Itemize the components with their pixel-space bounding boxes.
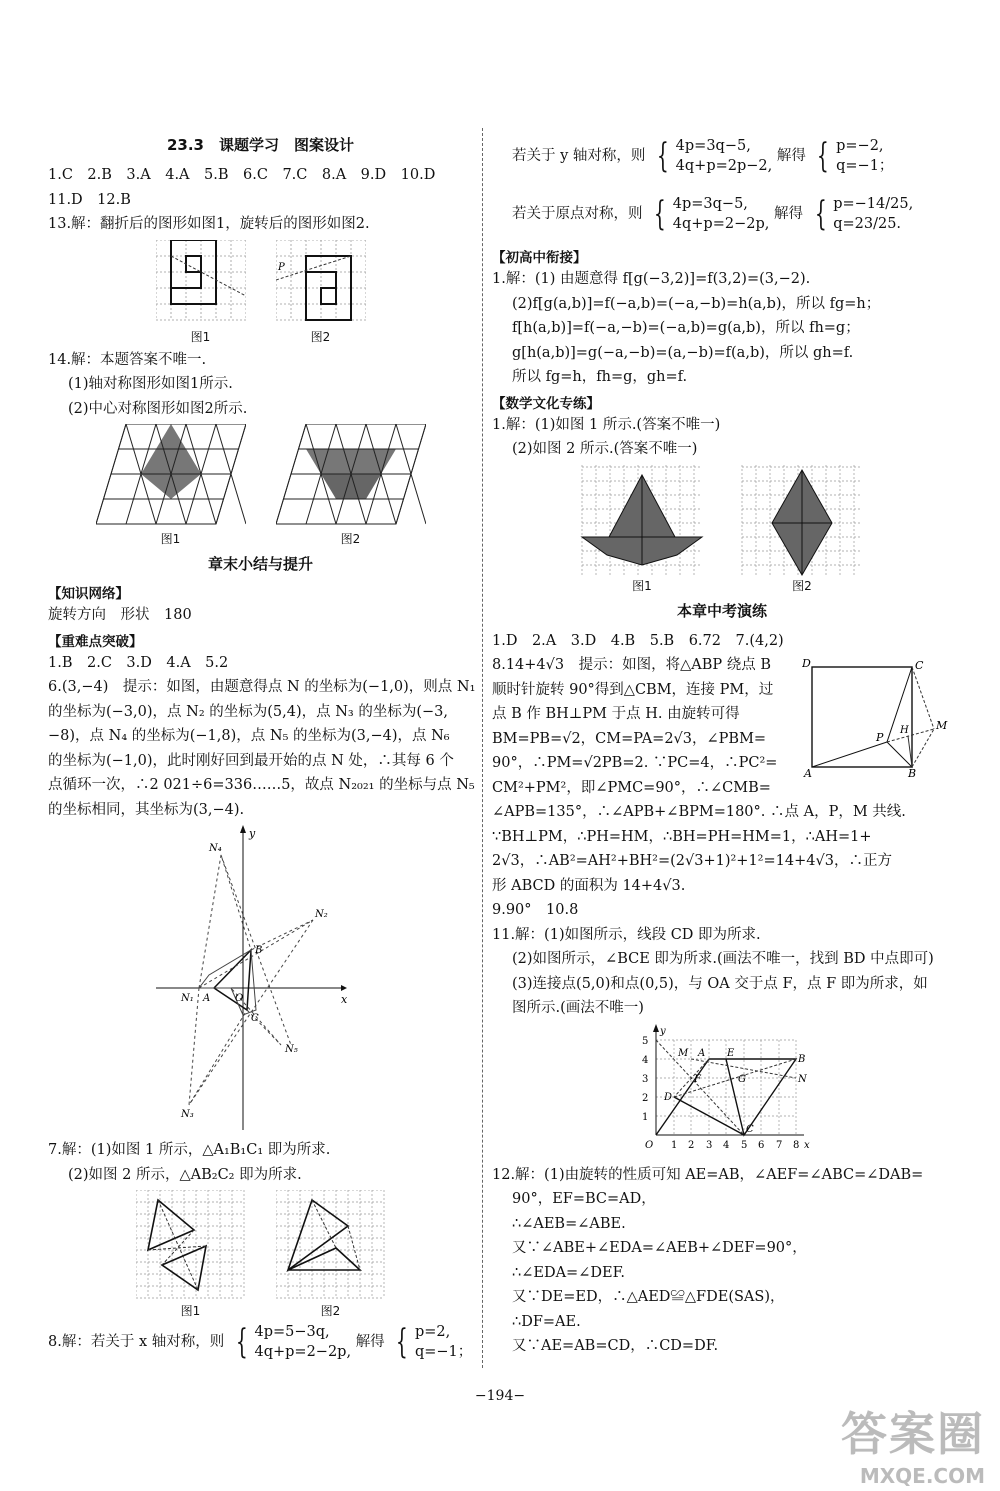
equation: 4q+p=2−2p,	[672, 216, 770, 232]
watermark-url: MXQE.COM	[859, 1464, 985, 1488]
figure-caption: 图2	[340, 532, 361, 546]
q8-line: ∵BH⊥PM，∴PH=HM，∴BH=PH=HM=1，∴AH=1+	[492, 828, 872, 845]
section-title: 23.3 课题学习 图案设计	[166, 136, 354, 154]
tag-knowledge: 【知识网络】	[48, 586, 129, 602]
x-tick: 6	[758, 1139, 765, 1151]
q8-line: 顺时针旋转 90°得到△CBM，连接 PM，过	[492, 681, 774, 698]
label-p: P	[277, 261, 285, 273]
label-c: C	[746, 1123, 754, 1135]
q11-line: (2)如图所示，∠BCE 即为所求.(画法不唯一，找到 BD 中点即可)	[512, 951, 934, 967]
q6-line: 的坐标相同，其坐标为(3,−4).	[48, 801, 245, 818]
tag-link: 【初高中衔接】	[492, 250, 587, 266]
label-d: D	[664, 1091, 673, 1103]
q12-line: ∴DF=AE.	[512, 1313, 581, 1330]
q6-line: 6.(3,−4) 提示：如图，由题意得点 N 的坐标为(−1,0)，则点 N₁	[48, 679, 476, 695]
label-m: M	[678, 1047, 689, 1059]
text: 若关于原点对称，则	[512, 206, 643, 222]
q12-line: ∴∠AEB=∠ABE.	[512, 1215, 626, 1232]
q12-line: 又∵∠ABE+∠EDA=∠AEB+∠DEF=90°，	[512, 1240, 807, 1256]
q14-figure-1	[96, 424, 246, 547]
y-axis-system	[492, 128, 952, 184]
y-tick: 3	[642, 1073, 649, 1085]
tag-key: 【重难点突破】	[48, 633, 143, 650]
figure-caption: 图2	[792, 578, 812, 593]
q9-text: 9.90° 10.8	[492, 902, 579, 918]
label-e: E	[727, 1047, 735, 1059]
q13-figure-2	[276, 240, 366, 345]
label-n2: N₂	[314, 909, 328, 920]
solution: q=−1；	[414, 1344, 473, 1360]
q8-line: 形 ABCD 的面积为 14+4√3.	[492, 877, 686, 894]
q6-line: 的坐标为(−3,0)，点 N₂ 的坐标为(5,4)，点 N₃ 的坐标为(−3,	[48, 703, 448, 720]
q14-part: (1)轴对称图形如图1所示.	[68, 376, 233, 392]
label-c: C	[915, 659, 924, 672]
watermark-logo: 答案圈	[841, 1407, 985, 1461]
knowledge-text: 旋转方向 形状 180	[48, 607, 192, 623]
q6-line: −8)，点 N₄ 的坐标为(−1,8)，点 N₅ 的坐标为(3,−4)，点 N₆	[48, 728, 450, 744]
q11-line: 11.解：(1)如图所示，线段 CD 即为所求.	[492, 926, 761, 943]
label-c: C	[250, 1013, 259, 1024]
left-column	[48, 128, 476, 1362]
q14-part: (2)中心对称图形如图2所示.	[68, 400, 248, 417]
culture-line: (2)如图 2 所示.(答案不唯一)	[512, 441, 698, 457]
label-b: B	[798, 1053, 806, 1065]
solution-system: { p=−14/25, q=23/25.	[814, 194, 914, 234]
q8-line: BM=PB=√2，CM=PA=2√3，∠PBM=	[492, 730, 767, 747]
figure-caption: 图2	[310, 329, 331, 344]
label-b: B	[908, 767, 917, 777]
solve-word: 解得	[776, 148, 806, 164]
equation-system: { 4p=3q−5, 4q+p=2p−2,	[656, 136, 773, 176]
label-m: M	[936, 719, 948, 732]
text: 若关于 y 轴对称，则	[512, 148, 646, 164]
label-a: A	[698, 1047, 706, 1059]
solution: q=23/25.	[833, 216, 902, 232]
equation: 4p=3q−5,	[675, 138, 751, 154]
q8-figure	[802, 657, 952, 777]
origin-system	[492, 184, 952, 244]
x-tick: 8	[793, 1139, 800, 1151]
culture-line: 1.解：(1)如图 1 所示.(答案不唯一)	[492, 416, 721, 433]
watermark	[785, 1398, 985, 1488]
page-number: −194−	[474, 1388, 526, 1404]
equation: 4q+p=2−2p,	[254, 1344, 352, 1360]
q13-text: 13.解：翻折后的图形如图1，旋转后的图形如图2.	[48, 216, 370, 232]
y-tick: 2	[642, 1092, 649, 1104]
q12-line: ∴∠EDA=∠DEF.	[512, 1264, 625, 1281]
q7-figure-1	[136, 1190, 246, 1319]
q12-line: 12.解：(1)由旋转的性质可知 AE=AB，∠AEF=∠ABC=∠DAB=	[492, 1166, 924, 1183]
q8-line: 点 B 作 BH⊥PM 于点 H. 由旋转可得	[492, 706, 740, 722]
y-tick: 4	[642, 1054, 649, 1066]
figure-caption: 图2	[320, 1304, 341, 1318]
q11-line: 图所示.(画法不唯一)	[512, 1000, 644, 1016]
label-o: O	[234, 993, 243, 1004]
right-column	[492, 128, 952, 1359]
label-p: P	[876, 731, 884, 744]
x-tick: 2	[688, 1139, 695, 1151]
label-n1: N₁	[180, 993, 194, 1004]
link-line: 1.解：(1) 由题意得 f[g(−3,2)]=f(3,2)=(3,−2).	[492, 271, 811, 287]
equation: 4p=5−3q,	[254, 1324, 330, 1340]
q7-text: 7.解：(1)如图 1 所示，△A₁B₁C₁ 即为所求.	[48, 1142, 331, 1158]
exam-answers: 1.D 2.A 3.D 4.B 5.B 6.72 7.(4,2)	[492, 632, 784, 649]
q13-figures	[48, 240, 473, 345]
q7-part: (2)如图 2 所示，△AB₂C₂ 即为所求.	[68, 1166, 302, 1183]
link-line: g[h(a,b)]=g(−a,−b)=(a,−b)=f(a,b)，所以 gh=f.	[512, 344, 854, 361]
q8-line: 90°，∴PM=√2PB=2. ∵PC=4，∴PC²=	[492, 755, 778, 771]
axis-y-label: y	[660, 1025, 666, 1037]
chapter-title: 章末小结与提升	[207, 555, 313, 573]
solution-system: { p=−2, q=−1；	[817, 136, 894, 176]
q8-block	[492, 653, 952, 898]
tag-culture: 【数学文化专练】	[492, 395, 600, 412]
figure-caption: 图1	[160, 532, 181, 546]
link-line: 所以 fg=h，fh=g，gh=f.	[512, 369, 688, 385]
q6-line: 的坐标为(−1,0)，此时刚好回到最开始的点 N 处，∴其每 6 个	[48, 752, 454, 769]
q7-figure-2	[276, 1190, 386, 1319]
q6-line: 点循环一次，∴2 021÷6=336……5，故点 N₂₀₂₁ 的坐标与点 N₅	[48, 777, 475, 793]
axis-y-label: y	[248, 827, 255, 840]
q8-line: 8.14+4√3 提示：如图，将△ABP 绕点 B	[492, 657, 772, 673]
exam-title: 本章中考演练	[676, 601, 767, 620]
x-tick: 7	[776, 1139, 783, 1151]
x-tick: 3	[706, 1139, 713, 1151]
q14-text: 14.解：本题答案不唯一.	[48, 351, 207, 368]
q12-line: 又∵AE=AB=CD，∴CD=DF.	[512, 1338, 719, 1354]
axis-x-label: x	[340, 993, 347, 1006]
equation: 4q+p=2p−2,	[675, 158, 773, 174]
link-line: (2)f[g(a,b)]=f(−a,b)=(−a,−b)=h(a,b)，所以 fg=h；	[512, 295, 881, 312]
x-tick: 4	[723, 1139, 730, 1151]
q12-line: 90°，EF=BC=AD，	[512, 1191, 656, 1207]
q6-graph	[48, 825, 473, 1135]
q7-figures	[48, 1190, 473, 1319]
culture-figure-1	[577, 465, 707, 594]
equation-system: { 4p=5−3q, 4q+p=2−2p,	[235, 1322, 352, 1362]
label-d: D	[802, 657, 811, 670]
link-line: f[h(a,b)]=f(−a,−b)=(−a,b)=g(a,b)，所以 fh=g；	[512, 320, 860, 336]
x-tick: O	[645, 1139, 654, 1151]
q13-figure-1	[156, 240, 246, 345]
solution: q=−1；	[836, 158, 894, 174]
culture-figures	[492, 465, 952, 594]
x-tick: 5	[741, 1139, 748, 1151]
culture-figure-2	[737, 465, 867, 594]
label-f: F	[694, 1073, 701, 1085]
figure-caption: 图1	[180, 1304, 201, 1318]
solve-word: 解得	[773, 206, 803, 222]
solution-system: { p=2, q=−1；	[396, 1322, 473, 1362]
solution: p=−14/25,	[833, 196, 914, 212]
q8-line: ∠APB=135°，∴∠APB+∠BPM=180°. ∴点 A，P，M 共线.	[492, 804, 906, 820]
label-n: N	[798, 1073, 807, 1085]
solve-word: 解得	[355, 1334, 385, 1350]
label-a: A	[804, 767, 812, 777]
q11-figure	[492, 1024, 952, 1160]
axis-x-label: x	[804, 1139, 810, 1151]
x-tick: 1	[671, 1139, 678, 1151]
label-h: H	[900, 725, 909, 736]
solution: p=2,	[414, 1324, 451, 1340]
y-tick: 5	[642, 1035, 649, 1047]
column-divider	[482, 128, 483, 1368]
q8-system	[48, 1322, 473, 1362]
q12-line: 又∵DE=ED，∴△AED≌△FDE(SAS)，	[512, 1289, 785, 1305]
answer-line: 1.C 2.B 3.A 4.A 5.B 6.C 7.C 8.A 9.D 10.D	[48, 167, 436, 183]
label-a: A	[202, 993, 210, 1004]
solution: p=−2,	[836, 138, 884, 154]
label-n5: N₅	[284, 1044, 298, 1055]
q8-line: 2√3，∴AB²=AH²+BH²=(2√3+1)²+1²=14+4√3，∴正方	[492, 853, 892, 869]
equation: 4p=3q−5,	[672, 196, 748, 212]
q14-figure-2	[276, 424, 426, 547]
label-n4: N₄	[208, 843, 222, 854]
answer-line: 11.D 12.B	[48, 191, 131, 208]
label-g: G	[738, 1073, 746, 1085]
q8-line: CM²+PM²，即∠PMC=90°，∴∠CMB=	[492, 779, 771, 796]
y-tick: 1	[642, 1111, 649, 1123]
q11-line: (3)连接点(5,0)和点(0,5)，与 OA 交于点 F，点 F 即为所求，如	[512, 975, 928, 992]
q8-prefix: 8.解：若关于 x 轴对称，则	[48, 1334, 225, 1350]
label-n3: N₃	[180, 1109, 194, 1120]
key-answers: 1.B 2.C 3.D 4.A 5.2	[48, 654, 229, 671]
figure-caption: 图1	[632, 578, 652, 593]
label-b: B	[254, 945, 262, 956]
figure-caption: 图1	[190, 329, 211, 344]
q14-figures	[48, 424, 473, 547]
equation-system: { 4p=3q−5, 4q+p=2−2p,	[653, 194, 770, 234]
